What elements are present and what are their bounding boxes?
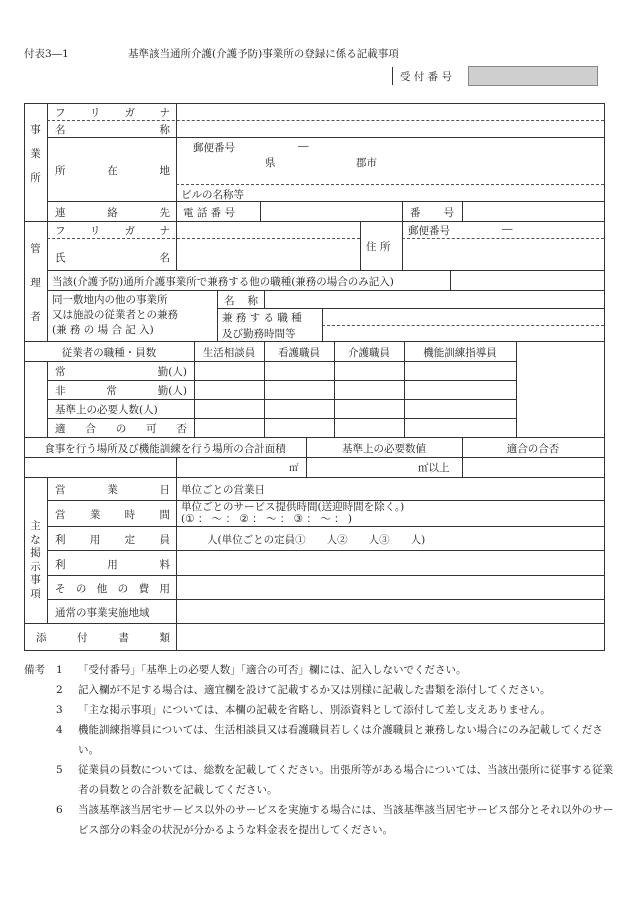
grid-line (402, 238, 604, 239)
staff-col-nurse: 看護職員 (278, 347, 320, 359)
manager-section-char: 者 (30, 311, 41, 323)
grid-line (176, 457, 177, 477)
main-items-section-label (24, 520, 47, 601)
label-char: 号 (443, 207, 454, 219)
area-label: 食事を行う場所及び機能訓練を行う場所の合計面積 (44, 443, 286, 455)
office-pref-label: 県 (265, 157, 276, 169)
staff-col-caregiver: 介護職員 (348, 347, 390, 359)
office-postal-dash: ― (298, 140, 309, 152)
label-char: 時 (124, 509, 136, 521)
grid-line (47, 201, 604, 202)
label-char: 間 (159, 509, 170, 521)
label-char: 番 (410, 207, 421, 219)
grid-line (47, 238, 360, 239)
label-char: 利 (55, 534, 66, 546)
office-section-char: 事 (30, 124, 41, 136)
label-char: 所 (55, 165, 66, 177)
note-item (24, 660, 614, 680)
grid-line (217, 290, 218, 341)
label-char: 先 (159, 207, 170, 219)
table-bottom-border (24, 650, 605, 651)
label-char: 絡 (107, 207, 118, 219)
notes-section (24, 660, 614, 840)
label-char: 在 (107, 165, 118, 177)
label-char: 類 (159, 632, 170, 644)
note-number: 3 (56, 704, 63, 716)
label-char: 常 (55, 366, 66, 378)
label-char: 利 (55, 559, 66, 571)
section-char: な (30, 533, 41, 546)
label-char: 勤(人) (157, 366, 187, 378)
label-char: 日 (159, 484, 170, 496)
receipt-number-field[interactable] (468, 66, 598, 86)
business-hours-text (181, 501, 404, 525)
page-title: 基準該当通所介護(介護予防)事業所の登録に係る記載事項 (128, 48, 399, 60)
grid-line (47, 120, 604, 121)
grid-line (47, 137, 604, 138)
manager-facility-name-label (224, 293, 258, 308)
grid-line (47, 575, 604, 576)
other-fee-label (55, 581, 170, 596)
label-char: 用 (107, 559, 118, 571)
label-char: 合 (85, 423, 96, 435)
grid-line (47, 270, 604, 271)
grid-line (47, 221, 48, 341)
office-furigana-label (55, 105, 170, 120)
note-text: 「受付番号」「基準上の必要人数」「適合の可否」欄には、記入しないでください。 (78, 664, 467, 676)
label-char: 地 (159, 165, 170, 177)
grid-line (24, 477, 605, 478)
label-line: (兼 務 の 場 合 記 入) (52, 324, 154, 336)
grid-line (47, 399, 516, 400)
hours-line: 単位ごとのサービス提供時間(送迎時間を除く。) (181, 501, 405, 513)
label-char: の (75, 583, 87, 595)
grid-line (217, 308, 604, 309)
label-char: ガ (124, 225, 136, 237)
section-char: 事 (30, 574, 41, 586)
capacity-label (55, 532, 170, 547)
section-char: 主 (30, 520, 41, 532)
label-char: リ (89, 107, 101, 119)
office-phone-label: 電 話 番 号 (183, 207, 236, 219)
label-char: 他 (96, 583, 108, 595)
office-building-label: ビルの名称等 (181, 189, 244, 201)
office-contact-label (55, 205, 170, 220)
area-unit-sqm-min: ㎡以上 (418, 462, 450, 474)
office-name-label (55, 122, 170, 137)
grid-line (462, 201, 463, 221)
label-char: 業 (107, 484, 118, 496)
business-days-text: 単位ごとの営業日 (181, 484, 265, 496)
label-char: 名 (159, 252, 170, 264)
note-number: 6 (56, 804, 63, 816)
section-char: 掲 (30, 547, 41, 559)
staff-col-counselor: 生活相談員 (202, 347, 256, 359)
label-char: 定 (124, 534, 136, 546)
grid-line (176, 184, 604, 185)
label-char: 営 (55, 509, 66, 521)
label-char: 名 (224, 295, 235, 307)
label-char: 適 (55, 423, 66, 435)
note-number: 2 (56, 684, 63, 696)
grid-line (24, 437, 605, 438)
manager-section-label (24, 232, 47, 334)
grid-line (47, 599, 604, 600)
label-char: 称 (159, 124, 170, 136)
note-item (24, 760, 614, 800)
office-section-char: 業 (30, 148, 41, 160)
note-text: 「主な掲示事項」については、本欄の記載を省略し、別添資料として添付して差し支えありません。 (78, 704, 551, 716)
note-item (24, 700, 614, 720)
label-char: フ (55, 107, 66, 119)
manager-address-label: 住 所 (366, 241, 391, 253)
staff-col-trainer: 機能訓練指導員 (423, 347, 497, 359)
staff-header-label: 従業者の職種・員数 (61, 347, 157, 359)
label-char: 否 (176, 423, 187, 435)
note-text: 従業員の員数については、総数を記載してください。出張所等がある場合については、当該出張所に従事する従業者の員数との合計数を記載してください。 (78, 764, 614, 796)
grid-line (47, 550, 604, 551)
fee-label (55, 557, 170, 572)
label-char: 用 (159, 583, 170, 595)
grid-line (176, 221, 177, 270)
manager-section-char: 管 (30, 243, 41, 255)
grid-line (176, 477, 177, 650)
attached-documents-label (36, 630, 170, 645)
staff-row-required: 基準上の必要人数(人) (55, 404, 158, 416)
label-char: 称 (247, 295, 258, 307)
section-char: 示 (30, 560, 41, 573)
label-char: 費 (138, 583, 150, 595)
label-char: そ (55, 583, 66, 595)
staff-row-parttime (55, 383, 187, 398)
note-text: 当該基準該当居宅サービス以外のサービスを実施する場合には、当該基準該当居宅サービス部分とそれ以外のサービス部分の料金の状況が分かるような料金表を提出してください。 (78, 804, 614, 836)
grid-line (24, 361, 516, 362)
grid-line (402, 201, 403, 221)
grid-line (24, 457, 605, 458)
label-char: 料 (159, 559, 170, 571)
note-text: 機能訓練指導員については、生活相談員又は看護職員若しくは介護職員と兼務しない場合にのみ記載してください。 (78, 724, 603, 756)
label-char: 名 (55, 124, 66, 136)
manager-furigana-label (55, 223, 170, 238)
label-char: 添 (36, 632, 47, 644)
label-char: 常 (106, 385, 117, 397)
label-line: 同一敷地内の他の事業所 (52, 294, 168, 306)
grid-line (47, 418, 516, 419)
business-hours-label (55, 507, 170, 522)
manager-concurrent-label: 当該(介護予防)通所介護事業所で兼務する他の職種(兼務の場合のみ記入) (52, 276, 394, 288)
label-line: 又は施設の従業者との兼務 (52, 309, 178, 321)
table-right-border (604, 103, 605, 650)
manager-other-facility-label (52, 293, 214, 338)
form-number: 付表3―1 (24, 48, 69, 60)
note-item (24, 720, 614, 760)
grid-line (47, 290, 604, 291)
manager-postal-label: 郵便番号 (408, 225, 450, 237)
label-char: 用 (89, 534, 101, 546)
label-char: 連 (55, 207, 66, 219)
service-area-label: 通常の事業実施地域 (55, 607, 150, 619)
label-char: フ (55, 225, 66, 237)
label-char: ナ (159, 225, 170, 237)
grid-line (402, 221, 403, 270)
table-top-border (24, 103, 605, 104)
note-number: 4 (56, 724, 63, 736)
grid-line (360, 221, 361, 270)
note-text: 記入欄が不足する場合は、適宜欄を設けて記載するか又は別様に記載した書類を添付してください。 (78, 684, 551, 696)
label-char: 営 (55, 484, 66, 496)
grid-line (47, 526, 604, 527)
manager-job-label-1: 兼 務 す る 職 種 (222, 312, 302, 324)
office-fax-label (410, 205, 454, 220)
label-char: の (117, 583, 129, 595)
grid-line (322, 325, 604, 326)
label-char: 勤(人) (157, 385, 187, 397)
note-number: 1 (56, 664, 63, 676)
office-city-label: 郡市 (356, 157, 377, 169)
capacity-text: 人(単位ごとの定員① 人② 人③ 人) (207, 534, 426, 546)
label-char: 非 (55, 385, 66, 397)
staff-row-fulltime (55, 364, 187, 379)
area-required-label: 基準上の必要数値 (342, 443, 426, 455)
grid-line (264, 290, 265, 308)
office-location-label (55, 163, 170, 178)
section-char: 項 (30, 587, 41, 600)
manager-section-char: 理 (30, 277, 41, 289)
label-char: 書 (118, 632, 129, 644)
office-section-label (24, 118, 47, 190)
manager-postal-dash: ― (502, 223, 513, 235)
area-unit-sqm: ㎡ (289, 463, 299, 474)
label-char: 員 (159, 534, 170, 546)
label-char: 付 (77, 632, 88, 644)
label-char: 氏 (55, 252, 66, 264)
business-days-label (55, 482, 170, 497)
office-postal-label: 郵便番号 (193, 142, 235, 154)
note-item (24, 800, 614, 840)
grid-line (260, 201, 261, 221)
note-item (24, 680, 614, 700)
grid-line (516, 341, 517, 437)
note-number: 5 (56, 764, 63, 776)
receipt-left-border (392, 67, 393, 85)
label-char: 業 (89, 509, 101, 521)
manager-job-label-2: 及び勤務時間等 (222, 328, 296, 340)
receipt-label: 受 付 番 号 (400, 71, 453, 83)
grid-line (24, 623, 605, 624)
manager-name-label (55, 250, 170, 265)
notes-label: 備考 (24, 664, 45, 676)
hours-line: (① ： 〜 ： ② ： 〜 ： ③ ： 〜 ： ) (181, 513, 352, 525)
label-char: ナ (159, 107, 170, 119)
label-char: リ (89, 225, 101, 237)
grid-line (24, 341, 605, 342)
label-char: 可 (146, 423, 157, 435)
grid-line (24, 221, 605, 222)
label-char: の (115, 423, 127, 435)
label-char: ガ (124, 107, 136, 119)
staff-row-suitability (55, 421, 187, 436)
area-suitability-label: 適合の合否 (506, 443, 560, 455)
grid-line (450, 270, 451, 290)
office-section-char: 所 (30, 172, 41, 184)
grid-line (47, 380, 516, 381)
